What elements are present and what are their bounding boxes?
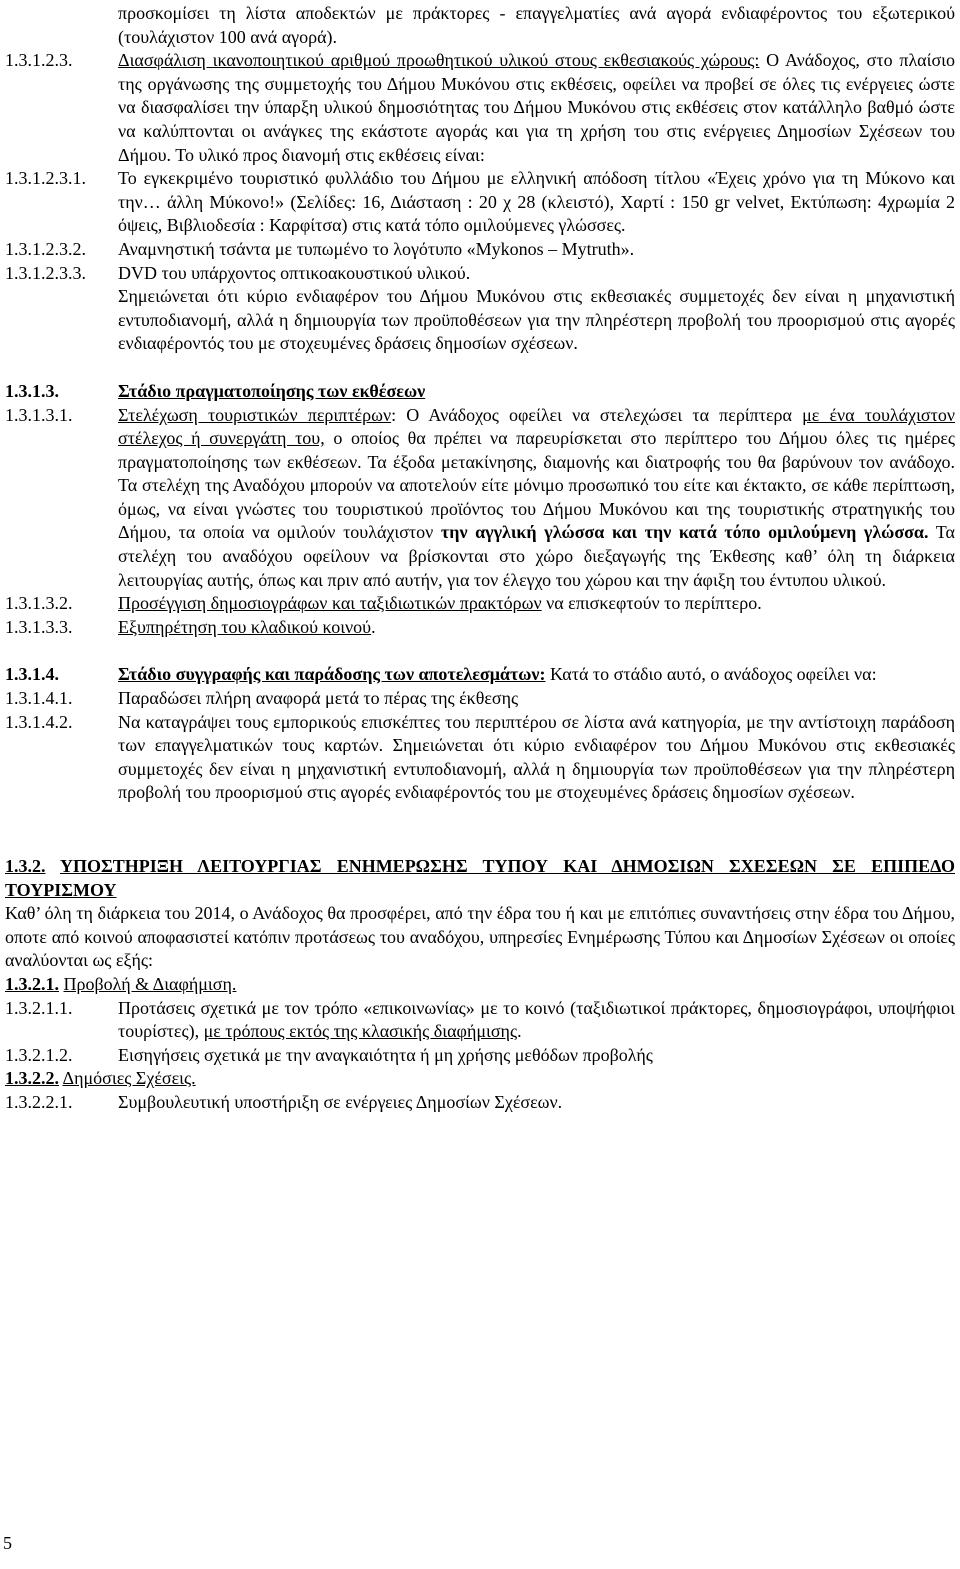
section-number: 1.3.2.1. xyxy=(5,973,59,994)
item-1-3-2-1-1: 1.3.2.1.1. Προτάσεις σχετικά με τον τρόπο «επικοινωνίας» με το κοινό (ταξιδιωτικοί πράκτορες, δημοσιογράφοι, υποψήφιοι τουρίστες), με τρόπους εκτός της κλασικής διαφήμισης. xyxy=(5,997,955,1042)
item-text: Εισηγήσεις σχετικά με την αναγκαιότητα ή μη χρήσης μεθόδων προβολής xyxy=(118,1044,653,1065)
section-title: Στάδιο συγγραφής και παράδοσης των αποτελεσμάτων: xyxy=(118,664,546,685)
section-1-3-2-2 xyxy=(5,1067,955,1091)
item-1-3-2-2-1 xyxy=(5,1091,955,1115)
item-number: 1.3.1.2.3. xyxy=(5,50,73,71)
item-text: Συμβουλευτική υποστήριξη σε ενέργειες Δημοσίων Σχέσεων. xyxy=(118,1091,563,1112)
item-text: Ο Ανάδοχος, στο πλαίσιο της οργάνωσης της συμμετοχής του Δήμου Μυκόνου στις εκθέσεις, οφείλει να προβεί σε όλες τις ενέργειες ώστε να διασφαλίσει την ύπαρξη υλικού δημοσιότητας του Δήμου Μυκόνου στις εκθέσεις στον κατάλληλο βαθμό ώστε να καλύπτονται οι ανάγκες της εκάστοτε αγοράς και για τη χρήση του στις ενέργειες Δημοσίων Σχέσεων του Δήμου. Το υλικό προς διανομή στις εκθέσεις είναι: xyxy=(118,50,955,165)
item-number: 1.3.2.2.1. xyxy=(5,1091,73,1112)
item-number: 1.3.1.4.1. xyxy=(5,688,73,709)
item-number: 1.3.1.3.2. xyxy=(5,593,73,614)
item-1-3-1-4-2 xyxy=(5,711,955,805)
item-heading: Προσέγγιση δημοσιογράφων και ταξιδιωτικών πρακτόρων xyxy=(118,593,542,614)
item-1-3-1-2-3-2 xyxy=(5,238,955,262)
item-1-3-1-3-1: 1.3.1.3.1. Στελέχωση τουριστικών περιπτέρων: Ο Ανάδοχος οφείλει να στελεχώσει τα περίπτερα με ένα τουλάχιστον στέλεχος ή συνεργάτη του, ο οποίος θα πρέπει να παρευρίσκεται στο περίπτερο του Δήμου όλες τις ημέρες πραγματοποίησης των εκθέσεων. Τα έξοδα μετακίνησης, διαμονής και διατροφής του θα βαρύνουν τον ανάδοχο. Τα στελέχη της Αναδόχου μπορούν να αποτελούν είτε μόνιμο προσωπικό του είτε και έκτακτο, σε κάθε περίπτωση, όμως, να είναι γνώστες του τουριστικού προϊόντος του Δήμου Μυκόνου και της τουριστικής στρατηγικής του Δήμου, τα οποία να ομιλούν τουλάχιστον την αγγλική γλώσσα και την κατά τόπο ομιλούμενη γλώσσα. Τα στελέχη του αναδόχου οφείλουν να βρίσκονται στο χώρο διεξαγωγής της Έκθεσης καθ’ όλη τη διάρκεια λειτουργίας αυτής, όπως και πριν από αυτήν, για τον έλεγχο του χώρου και την άφιξη του έντυπου υλικού. xyxy=(5,404,955,590)
item-number: 1.3.1.2.3.1. xyxy=(5,168,86,189)
section-title: Στάδιο πραγματοποίησης των εκθέσεων xyxy=(118,380,426,401)
section-1-3-2-heading xyxy=(5,855,955,902)
item-number: 1.3.1.2.3.2. xyxy=(5,238,86,259)
item-number: 1.3.2.1.1. xyxy=(5,997,73,1018)
section-number: 1.3.1.3. xyxy=(5,380,59,401)
item-1-3-1-2-3 xyxy=(5,49,955,167)
section-1-3-2-1 xyxy=(5,973,955,997)
section-title: Προβολή & Διαφήμιση. xyxy=(63,973,237,994)
item-text: Αναμνηστική τσάντα με τυπωμένο το λογότυπο «Mykonos – Mytruth». xyxy=(118,238,635,259)
item-heading: Διασφάλιση ικανοποιητικού αριθμού προωθητικού υλικού στους εκθεσιακούς χώρους: xyxy=(118,50,760,71)
item-text: Να καταγράψει τους εμπορικούς επισκέπτες του περιπτέρου σε λίστα ανά κατηγορία, με την αντίστοιχη παράδοση των επαγγελματικών τους καρτών. Σημειώνεται ότι κύριο ενδιαφέρον του Δήμου Μυκόνου στις εκθεσιακές συμμετοχές δεν είναι η μηχανιστική εντυποδιανομή, αλλά η δημιουργία των προϋποθέσεων για την πληρέστερη προβολή του προορισμού στις αγορές ενδιαφέροντός του με στοχευμένες δράσεις δημοσίων σχέσεων. xyxy=(118,711,955,803)
document-page xyxy=(5,2,955,1115)
item-text: DVD του υπάρχοντος οπτικοακουστικού υλικού. xyxy=(118,262,471,283)
section-1-3-1-3 xyxy=(5,380,955,404)
section-title: ΥΠΟΣΤΗΡΙΞΗ ΛΕΙΤΟΥΡΓΙΑΣ ΕΝΗΜΕΡΩΣΗΣ ΤΥΠΟΥ ΚΑΙ ΔΗΜΟΣΙΩΝ ΣΧΕΣΕΩΝ ΣΕ ΕΠΙΠΕΔΟ ΤΟΥΡΙΣΜΟΥ xyxy=(5,856,955,900)
item-number: 1.3.1.3.3. xyxy=(5,616,73,637)
section-number: 1.3.2. xyxy=(5,856,46,876)
item-1-3-1-4-1 xyxy=(5,687,955,711)
item-1-3-1-3-3: 1.3.1.3.3. Εξυπηρέτηση του κλαδικού κοινού. xyxy=(5,616,955,640)
item-text: Το εγκεκριμένο τουριστικό φυλλάδιο του Δήμου με ελληνική απόδοση τίτλου «Έχεις χρόνο για τη Μύκονο και την… άλλη Μύκονο!» (Σελίδες: 16, Διάσταση : 20 χ 28 (κλειστό), Χαρτί : 150 gr velvet, Εκτύπωση: 4χρωμία 2 όψεις, Βιβλιοδεσία : Καρφίτσα) στις κατά τόπο ομιλούμενες γλώσσες. xyxy=(118,168,955,236)
item-number: 1.3.2.1.2. xyxy=(5,1044,73,1065)
section-title: Δημόσιες Σχέσεις. xyxy=(62,1068,196,1089)
item-1-3-2-1-2 xyxy=(5,1044,955,1068)
section-1-3-1-4: 1.3.1.4. Στάδιο συγγραφής και παράδοσης των αποτελεσμάτων: Κατά το στάδιο αυτό, ο ανάδοχος οφείλει να: xyxy=(5,663,955,687)
paragraph-continuation: προσκομίσει τη λίστα αποδεκτών με πράκτορες - επαγγελματίες ανά αγορά ενδιαφέροντος του εξωτερικού (τουλάχιστον 100 ανά αγορά). xyxy=(118,3,955,47)
item-number: 1.3.1.4.2. xyxy=(5,711,73,732)
item-1-3-1-2-3-3 xyxy=(5,262,955,286)
section-number: 1.3.2.2. xyxy=(5,1068,59,1089)
item-number: 1.3.1.2.3.3. xyxy=(5,262,86,283)
item-1-3-1-2-3-1 xyxy=(5,167,955,238)
item-1-3-1-3-2: 1.3.1.3.2. Προσέγγιση δημοσιογράφων και ταξιδιωτικών πρακτόρων να επισκεφτούν το περίπτερο. xyxy=(5,592,955,616)
page-number: 5 xyxy=(3,1533,12,1553)
item-heading: Στελέχωση τουριστικών περιπτέρων xyxy=(118,404,392,425)
section-1-3-2-intro: Καθ’ όλη τη διάρκεια του 2014, ο Ανάδοχος θα προσφέρει, από την έδρα του ή και με επιτόπιες συναντήσεις στην έδρα του Δήμου, οποτε από κοινού αποφασιστεί κατόπιν προτάσεως του αναδόχου, υπηρεσίες Ενημέρωσης Τύπου και Δημοσίων Σχέσεων οι οποίες αναλύονται ως εξής: xyxy=(5,903,955,971)
item-text: Παραδώσει πλήρη αναφορά μετά το πέρας της έκθεσης xyxy=(118,688,519,709)
note-paragraph: Σημειώνεται ότι κύριο ενδιαφέρον του Δήμου Μυκόνου στις εκθεσιακές συμμετοχές δεν είναι η μηχανιστική εντυποδιανομή, αλλά η δημιουργία των προϋποθέσεων για την πληρέστερη προβολή του προορισμού στις αγορές ενδιαφέροντός του με στοχευμένες δράσεις δημοσίων σχέσεων. xyxy=(118,286,955,354)
item-heading: Εξυπηρέτηση του κλαδικού κοινού xyxy=(118,616,372,637)
section-number: 1.3.1.4. xyxy=(5,664,59,685)
item-number: 1.3.1.3.1. xyxy=(5,404,73,425)
